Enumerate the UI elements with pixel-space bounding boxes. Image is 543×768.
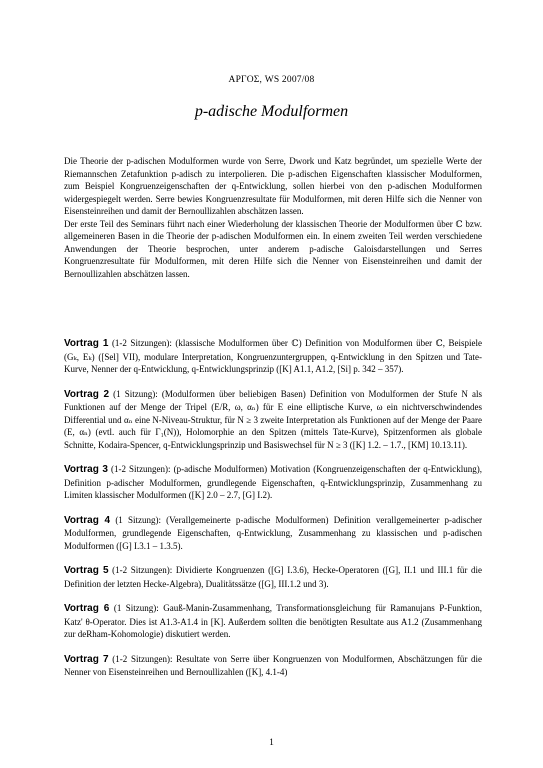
- page-number: 1: [269, 738, 274, 748]
- talk-body: (1-2 Sitzungen): (klassische Modulformen über ℂ) Definition von Modulformen über ℂ, Beispiele (Gₖ, Eₖ) ([Sel] VII), modulare Interpretation, Kongruenzuntergruppen, q-Entwicklung in den Spitzen und Tate-Kurve, Nenner der q-Entwicklung, q-Entwicklungsprinzip ([K] A1.1, A1.2, [Si] p. 342 – 357).: [64, 338, 482, 374]
- talk-heading: Vortrag 1: [64, 338, 109, 349]
- talk-heading: Vortrag 3: [64, 464, 108, 475]
- intro-paragraph: Der erste Teil des Seminars führt nach einer Wiederholung der klassischen Theorie der Modulformen über ℂ bzw. allgemeineren Basen in die Theorie der p-adischen Modulformen ein. In einem zweiten Teil werden verschiedene Anwendungen der Theorie besprochen, unter anderem p-adische Galoisdarstellungen und Serres Kongruenzresultate für Modulformen, mit deren Hilfe sich die Nenner von Eisensteinreihen und damit der Bernoullizahlen abschätzen lassen.: [64, 218, 482, 279]
- talk-item: [64, 602, 482, 641]
- page-title: [0, 103, 543, 121]
- talk-body: (1-2 Sitzungen): (p-adische Modulformen) Motivation (Kongruenzeigenschaften der q-Entwicklung), Definition p-adischer Modulformen, grundlegende Eigenschaften, q-Entwicklungsprinzip, Zusammenhang zu Limiten klassischer Modulformen ([K] 2.0 – 2.7, [G] I.2).: [64, 464, 482, 500]
- talk-item: [64, 564, 482, 590]
- talk-list: [64, 337, 482, 691]
- talk-body: (1 Sitzung): Gauß-Manin-Zusammenhang, Transformationsgleichung für Ramanujans P-Funktion, Katz' θ-Operator. Dies ist A1.3-A1.4 in [K]. Außerdem sollten die benötigten Resultate aus A1.2 (Zusammenhang zur deRham-Kohomologie) diskutiert werden.: [64, 603, 482, 639]
- talk-heading: Vortrag 4: [64, 514, 111, 526]
- intro-section: [64, 155, 482, 280]
- title-text: p-adische Modulformen: [194, 103, 349, 120]
- talk-heading: Vortrag 7: [64, 653, 109, 665]
- talk-heading: Vortrag 6: [64, 603, 110, 614]
- course-header: ΑΡΓΟΣ, WS 2007/08: [228, 75, 315, 85]
- talk-item: [64, 463, 482, 502]
- talk-body: (1 Sitzung): (Verallgemeinerte p-adische Modulformen) Definition verallgemeinerter p-adischer Modulformen, grundlegende Eigenschaften, q-Entwicklung, Zusammenhang zu klassischen und p-adischen Modulformen ([G] I.3.1 – 1.3.5).: [64, 514, 483, 551]
- talk-item: [64, 653, 482, 679]
- talk-heading: Vortrag 2: [64, 388, 110, 400]
- talk-heading: Vortrag 5: [64, 565, 109, 576]
- talk-item: [64, 337, 482, 376]
- intro-paragraph: Die Theorie der p-adischen Modulformen wurde von Serre, Dwork und Katz begründet, um spezielle Werte der Riemannschen Zetafunktion p-adisch zu interpolieren. Die p-adischen Eigenschaften klassischer Modulformen, zum Beispiel Kongruenzeigenschaften der q-Entwicklung, sollen hierbei von den p-adischen Modulformen widergespiegelt werden. Serre bewies Kongruenzresultate für Modulformen, mit deren Hilfe sich die Nenner von Eisensteinreihen und damit der Bernoullizahlen abschätzen lassen.: [64, 156, 482, 216]
- talk-body: (1-2 Sitzungen): Resultate von Serre über Kongruenzen von Modulformen, Abschätzungen für die Nenner von Eisensteinreihen und Bernoullizahlen ([K], 4.1-4): [64, 653, 483, 677]
- talk-item: [64, 388, 482, 452]
- talk-body: (1 Sitzung): (Modulformen über beliebigen Basen) Definition von Modulformen der Stufe N als Funktionen auf der Menge der Tripel (E/R, ω, αₙ) für E eine elliptische Kurve, ω ein nichtverschwindendes Differential und αₙ eine N-Niveau-Struktur, für N ≥ 3 zweite Interpretation als Funktionen auf der Menge der Paare (E, αₙ) (evtl. auch für Γ₁(N)), Holomorphie an den Spitzen (mittels Tate-Kurve), Spitzenformen als globale Schnitte, Kodaira-Spencer, q-Entwicklungsprinzip und Basiswechsel für N ≥ 3 ([K] 1.2. – 1.7., [KM] 10.13.11).: [64, 388, 482, 450]
- talk-item: [64, 514, 482, 553]
- talk-body: (1-2 Sitzungen): Dividierte Kongruenzen ([G] I.3.6), Hecke-Operatoren ([G], II.1 und III.1 für die Definition der letzten Hecke-Algebra), Dualitätssätze ([G], III.1.2 und 3).: [64, 565, 482, 589]
